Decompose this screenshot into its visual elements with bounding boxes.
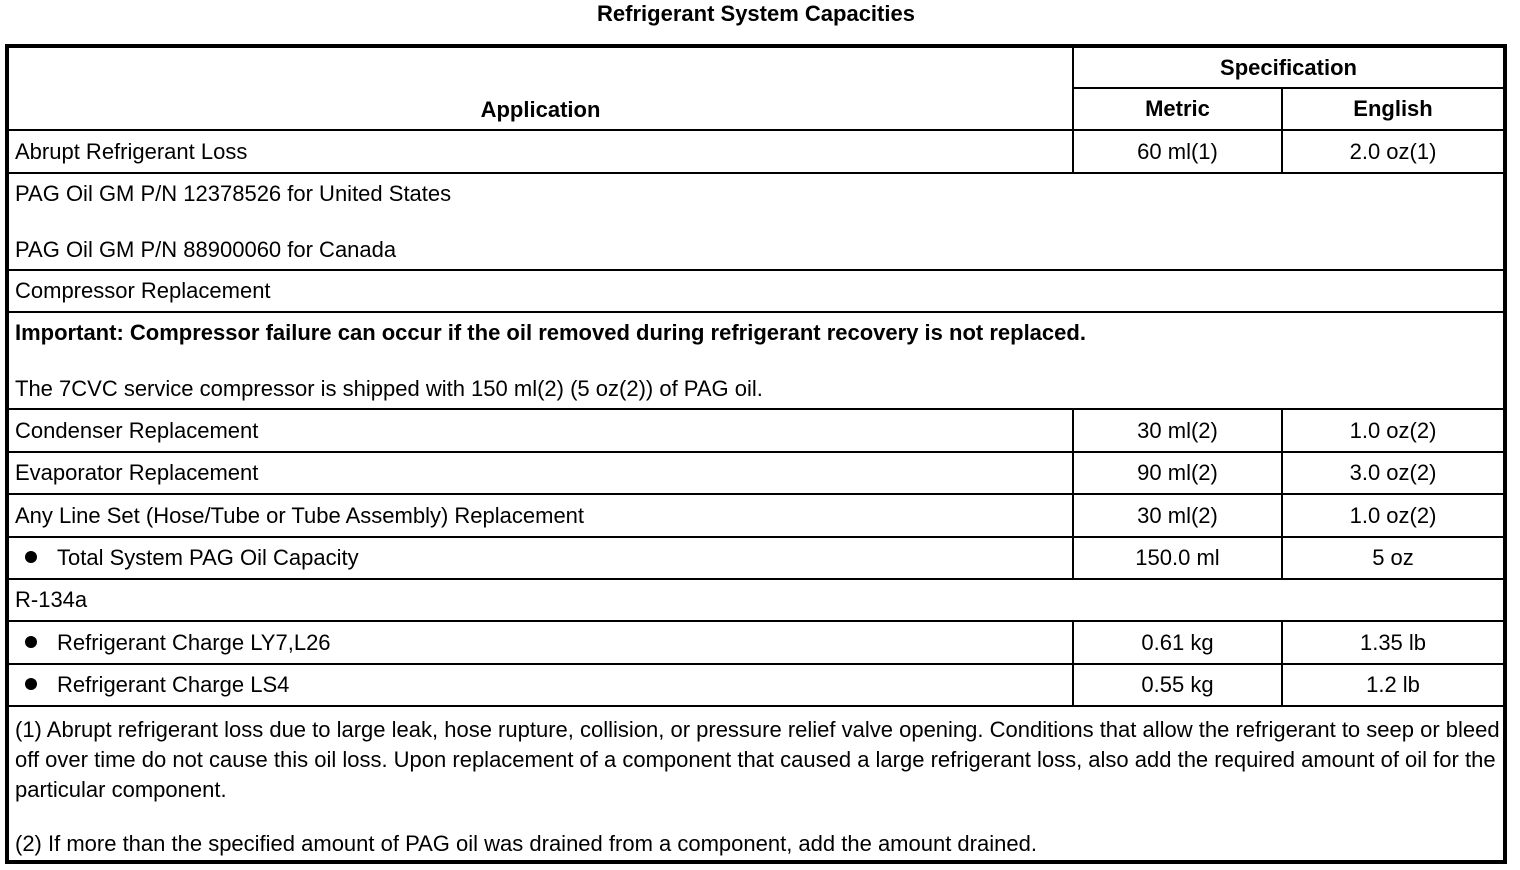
metric-value: 60 ml(1)	[1073, 130, 1282, 173]
row-label: Total System PAG Oil Capacity	[57, 545, 359, 570]
table-row	[7, 409, 1505, 452]
english-header: English	[1282, 88, 1505, 130]
metric-value: 90 ml(2)	[1073, 452, 1282, 494]
bullet-icon	[25, 636, 37, 648]
metric-header: Metric	[1073, 88, 1282, 130]
table-row	[7, 494, 1505, 537]
footnote-2: (2) If more than the specified amount of PAG oil was drained from a component, add the amount drained.	[15, 831, 1037, 856]
table-row	[7, 130, 1505, 173]
english-value: 1.0 oz(2)	[1282, 494, 1505, 537]
row-label: Refrigerant Charge LY7,L26	[57, 629, 331, 655]
english-value: 1.2 lb	[1282, 664, 1505, 706]
bullet-icon	[25, 678, 37, 690]
header-row-top	[7, 46, 1505, 88]
page-title: Refrigerant System Capacities	[597, 1, 915, 26]
important-note: Important: Compressor failure can occur if the oil removed during refrigerant recovery is not replaced.	[15, 319, 1086, 345]
table-row	[7, 452, 1505, 494]
table-row	[7, 173, 1505, 270]
footnote-1: (1) Abrupt refrigerant loss due to large leak, hose rupture, collision, or pressure relief valve opening. Conditions that allow the refrigerant to seep or bleed off over time do not cause this oil loss. Upon replacement of a component that caused a large refrigerant loss, also add the required amount of oil for the particular component.	[15, 717, 1500, 802]
footnotes-cell	[7, 706, 1505, 862]
row-label: Condenser Replacement	[7, 409, 1073, 452]
row-label: Evaporator Replacement	[7, 452, 1073, 494]
metric-value: 150.0 ml	[1073, 537, 1282, 579]
english-value: 3.0 oz(2)	[1282, 452, 1505, 494]
pag-oil-us-text: PAG Oil GM P/N 12378526 for United States	[15, 180, 452, 206]
table-row	[7, 621, 1505, 664]
application-header: Application	[7, 46, 1073, 130]
metric-value: 30 ml(2)	[1073, 494, 1282, 537]
capacities-table	[5, 44, 1507, 864]
metric-value: 0.55 kg	[1073, 664, 1282, 706]
english-value: 5 oz	[1282, 537, 1505, 579]
pag-oil-canada-text: PAG Oil GM P/N 88900060 for Canada	[15, 236, 397, 262]
shipped-note: The 7CVC service compressor is shipped with 150 ml(2) (5 oz(2)) of PAG oil.	[15, 375, 763, 401]
row-label: R-134a	[7, 579, 1505, 621]
metric-value: 0.61 kg	[1073, 621, 1282, 664]
table-row	[7, 706, 1505, 862]
row-label: Compressor Replacement	[7, 270, 1505, 312]
table-row	[7, 270, 1505, 312]
table-row	[7, 312, 1505, 409]
row-label: Refrigerant Charge LS4	[57, 672, 290, 697]
pag-oil-cell	[7, 173, 1505, 270]
row-label: Any Line Set (Hose/Tube or Tube Assembly) Replacement	[7, 494, 1073, 537]
bullet-row-cell	[7, 537, 1073, 579]
metric-value: 30 ml(2)	[1073, 409, 1282, 452]
row-label: Abrupt Refrigerant Loss	[7, 130, 1073, 173]
bullet-icon	[25, 551, 37, 563]
table-row	[7, 664, 1505, 706]
english-value: 1.35 lb	[1282, 621, 1505, 664]
english-value: 2.0 oz(1)	[1282, 130, 1505, 173]
specification-header: Specification	[1073, 46, 1505, 88]
bullet-row-cell	[7, 621, 1073, 664]
table-row	[7, 579, 1505, 621]
english-value: 1.0 oz(2)	[1282, 409, 1505, 452]
compressor-note-cell	[7, 312, 1505, 409]
table-row	[7, 537, 1505, 579]
bullet-row-cell	[7, 664, 1073, 706]
